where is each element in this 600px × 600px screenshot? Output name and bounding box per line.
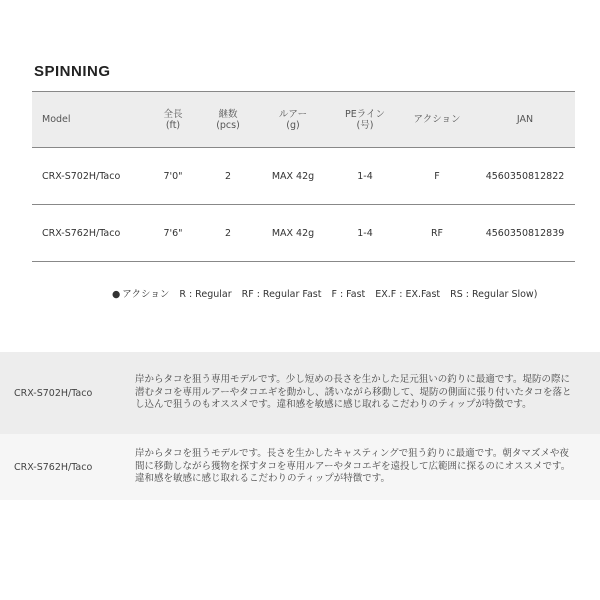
header-pe-line: PEライン (号): [331, 92, 399, 148]
description-text: 岸からタコを狙う専用モデルです。少し短めの長さを生かした足元狙いの釣りに最適です。堤防の際に潜むタコを専用ルアーやタコエギを動かし、誘いながら移動して、堤防の側面に張り付いたタコを落とし込んで狙うのもオススメです。違和感を敏感に感じ取れるこだわりのティップが特徴です。: [135, 374, 572, 411]
cell-model: CRX-S762H/Taco: [32, 205, 145, 262]
cell-jan: 4560350812822: [475, 148, 575, 205]
cell-action: F: [399, 148, 475, 205]
header-action: アクション: [399, 92, 475, 148]
description-row: [0, 352, 600, 434]
table-row: [32, 205, 575, 262]
cell-lure: MAX 42g: [255, 205, 331, 262]
header-length: 全長 (ft): [145, 92, 201, 148]
table-header-row: [32, 92, 575, 148]
header-jan: JAN: [475, 92, 575, 148]
description-model: CRX-S762H/Taco: [14, 461, 93, 473]
header-lure: ルアー (g): [255, 92, 331, 148]
action-legend: [112, 286, 537, 300]
cell-pe-line: 1-4: [331, 205, 399, 262]
cell-lure: MAX 42g: [255, 148, 331, 205]
cell-length: 7'6": [145, 205, 201, 262]
legend-item: EX.F : EX.Fast: [375, 289, 441, 300]
section-title: SPINNING: [34, 63, 111, 80]
spec-table: [32, 91, 575, 262]
header-model: Model: [32, 92, 145, 148]
cell-pieces: 2: [201, 205, 255, 262]
legend-item: R : Regular: [179, 289, 232, 300]
description-row: [0, 434, 600, 500]
description-text: 岸からタコを狙うモデルです。長さを生かしたキャスティングで狙う釣りに最適です。朝タマズメや夜間に移動しながら獲物を探すタコを専用ルアーやタコエギを遠投して広範囲に探るのにオススメです。違和感を敏感に感じ取れるこだわりのティップが特徴です。: [135, 448, 571, 485]
cell-jan: 4560350812839: [475, 205, 575, 262]
bullet-icon: ●: [112, 289, 121, 300]
legend-label: アクション: [122, 289, 170, 300]
cell-length: 7'0": [145, 148, 201, 205]
legend-item: RF : Regular Fast: [241, 289, 322, 300]
cell-pieces: 2: [201, 148, 255, 205]
cell-pe-line: 1-4: [331, 148, 399, 205]
legend-item: RS : Regular Slow): [450, 289, 538, 300]
table-row: [32, 148, 575, 205]
legend-item: F : Fast: [331, 289, 366, 300]
cell-model: CRX-S702H/Taco: [32, 148, 145, 205]
description-model: CRX-S702H/Taco: [14, 387, 93, 399]
header-pieces: 継数 (pcs): [201, 92, 255, 148]
cell-action: RF: [399, 205, 475, 262]
